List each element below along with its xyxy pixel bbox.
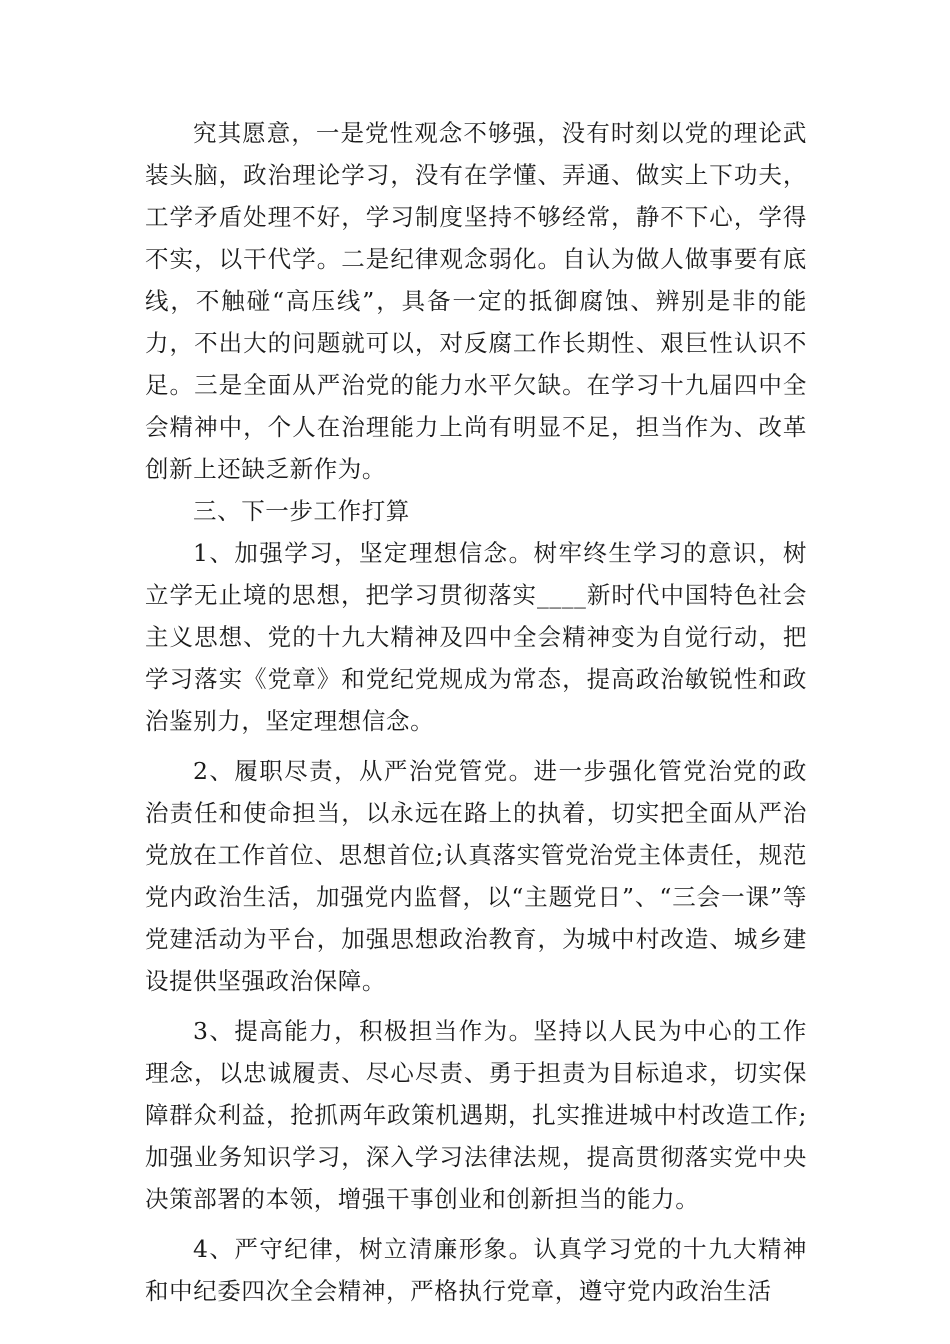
section-heading-next-steps: 三、下一步工作打算 — [193, 497, 410, 525]
paragraph-item-4: 4、严守纪律，树立清廉形象。认真学习党的十九大精神和中纪委四次全会精神，严格执行党章，遵守党内政治生活 — [145, 1235, 807, 1305]
paragraph-causes: 究其愿意，一是党性观念不够强，没有时刻以党的理论武装头脑，政治理论学习，没有在学懂、弄通、做实上下功夫，工学矛盾处理不好，学习制度坚持不够经常，静不下心，学得不实，以干代学。二是纪律观念弱化。自认为做人做事要有底线，不触碰“高压线”，具备一定的抵御腐蚀、辨别是非的能力，不出大的问题就可以，对反腐工作长期性、艰巨性认识不足。三是全面从严治党的能力水平欠缺。在学习十九届四中全会精神中，个人在治理能力上尚有明显不足，担当作为、改革创新上还缺乏新作为。 — [145, 119, 807, 483]
paragraph-item-1: 1、加强学习，坚定理想信念。树牢终生学习的意识，树立学无止境的思想，把学习贯彻落实____新时代中国特色社会主义思想、党的十九大精神及四中全会精神变为自觉行动，把学习落实《党章》和党纪党规成为常态，提高政治敏锐性和政治鉴别力，坚定理想信念。 — [145, 539, 807, 735]
paragraph-item-3: 3、提高能力，积极担当作为。坚持以人民为中心的工作理念，以忠诚履责、尽心尽责、勇于担责为目标追求，切实保障群众利益，抢抓两年政策机遇期，扎实推进城中村改造工作;加强业务知识学习，深入学习法律法规，提高贯彻落实党中央决策部署的本领，增强干事创业和创新担当的能力。 — [145, 1017, 807, 1213]
document-page — [145, 112, 807, 1312]
paragraph-item-2: 2、履职尽责，从严治党管党。进一步强化管党治党的政治责任和使命担当，以永远在路上的执着，切实把全面从严治党放在工作首位、思想首位;认真落实管党治党主体责任，规范党内政治生活，加强党内监督，以“主题党日”、“三会一课”等党建活动为平台，加强思想政治教育，为城中村改造、城乡建设提供坚强政治保障。 — [145, 757, 807, 995]
